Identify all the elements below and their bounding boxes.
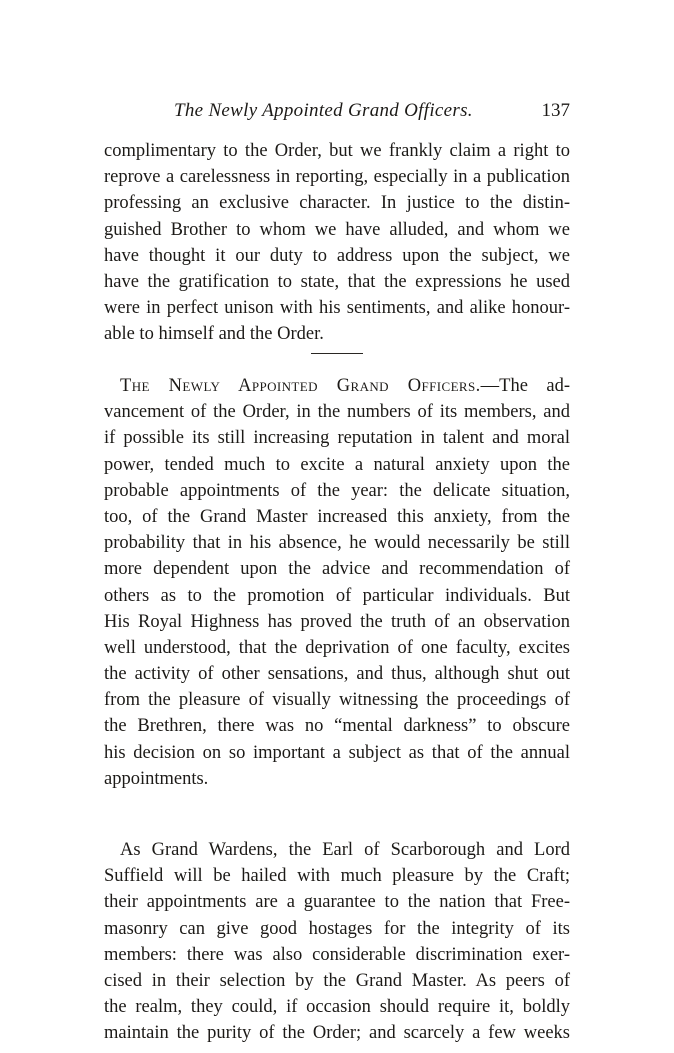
text-line: well understood, that the deprivation of one faculty, excites <box>104 637 570 658</box>
section-heading-line <box>104 373 570 399</box>
text-line: able to himself and the Order. <box>104 324 324 345</box>
text-line: Suffield will be hailed with much pleasure by the Craft; <box>104 866 570 887</box>
running-title: The Newly Appointed Grand Officers. <box>174 100 473 121</box>
text-line: have thought it our duty to address upon the subject, we <box>104 245 570 266</box>
paragraph-2 <box>104 373 570 792</box>
text-line: their appointments are a guarantee to the nation that Free- <box>104 892 570 913</box>
text-line: As Grand Wardens, the Earl of Scarborough and Lord <box>120 840 570 860</box>
text-line: were in perfect unison with his sentiments, and alike honour- <box>104 298 570 319</box>
text-line: reprove a carelessness in reporting, especially in a publication <box>104 167 570 188</box>
text-line: the realm, they could, if occasion should require it, boldly <box>104 997 570 1018</box>
text-line: masonry can give good hostages for the integrity of its <box>104 918 570 939</box>
text-line: the activity of other sensations, and thus, although shut out <box>104 664 570 685</box>
text-line: more dependent upon the advice and recommendation of <box>104 559 570 580</box>
paragraph-3 <box>104 837 570 1047</box>
text-line: too, of the Grand Master increased this anxiety, from the <box>104 506 570 527</box>
section-divider <box>311 353 363 354</box>
text-line: members: there was also considerable discrimination exer- <box>104 944 570 965</box>
text-line: appointments. <box>104 768 209 789</box>
text-line: have the gratification to state, that the expressions he used <box>104 271 570 292</box>
text-line: cised in their selection by the Grand Master. As peers of <box>104 970 570 991</box>
text-line: probable appointments of the year: the delicate situation, <box>104 480 570 501</box>
text-line: probability that in his absence, he would necessarily be still <box>104 533 570 554</box>
paragraph-1 <box>104 138 570 348</box>
text-line: professing an exclusive character. In justice to the distin- <box>104 193 570 214</box>
text-line: vancement of the Order, in the numbers of its members, and <box>104 402 570 423</box>
text-line: guished Brother to whom we have alluded, and whom we <box>104 219 570 240</box>
text-line: complimentary to the Order, but we frankly claim a right to <box>104 141 570 161</box>
text-line: others as to the promotion of particular individuals. But <box>104 585 570 606</box>
running-head <box>104 100 570 124</box>
heading-line-rest: —The ad- <box>480 376 570 396</box>
text-line: maintain the purity of the Order; and scarcely a few weeks <box>104 1023 570 1044</box>
text-line: power, tended much to excite a natural anxiety upon the <box>104 454 570 475</box>
text-line: his decision on so important a subject as that of the annual <box>104 742 570 763</box>
section-heading: The Newly Appointed Grand Officers. <box>120 376 481 396</box>
text-line: His Royal Highness has proved the truth of an observation <box>104 611 570 632</box>
text-line: from the pleasure of visually witnessing the proceedings of <box>104 690 570 711</box>
page-number: 137 <box>541 100 570 121</box>
text-line: the Brethren, there was no “mental darkness” to obscure <box>104 716 570 737</box>
text-line: if possible its still increasing reputation in talent and moral <box>104 428 570 449</box>
